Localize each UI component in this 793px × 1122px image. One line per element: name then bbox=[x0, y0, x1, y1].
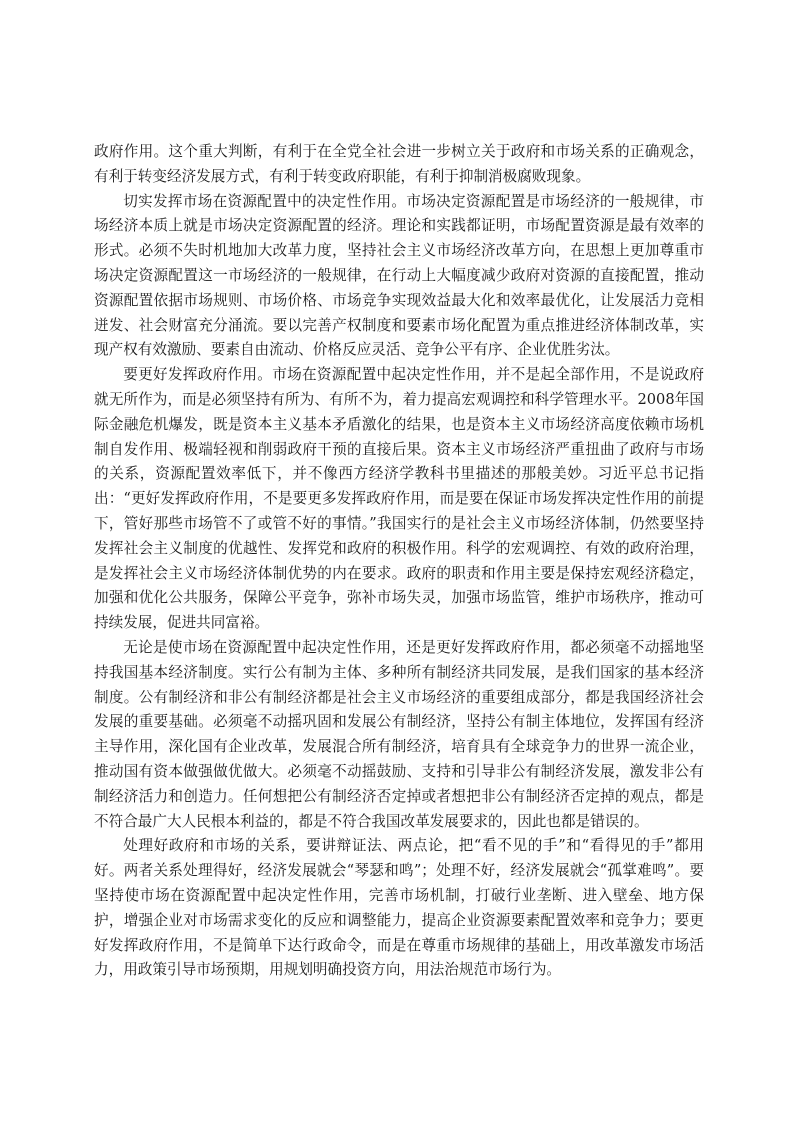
paragraph-2: 切实发挥市场在资源配置中的决定性作用。市场决定资源配置是市场经济的一般规律，市场经济本质上就是市场决定资源配置的经济。理论和实践都证明，市场配置资源是最有效率的形式。必须不失时机地加大改革力度，坚持社会主义市场经济改革方向，在思想上更加尊重市场决定资源配置这一市场经济的一般规律，在行动上大幅度减少政府对资源的直接配置，推动资源配置依据市场规则、市场价格、市场竞争实现效益最大化和效率最优化，让发展活力竞相迸发、社会财富充分涌流。要以完善产权制度和要素市场化配置为重点推进经济体制改革，实现产权有效激励、要素自由流动、价格反应灵活、竞争公平有序、企业优胜劣汰。 bbox=[94, 192, 704, 359]
paragraph-4: 无论是使市场在资源配置中起决定性作用，还是更好发挥政府作用，都必须毫不动摇地坚持我国基本经济制度。实行公有制为主体、多种所有制经济共同发展，是我们国家的基本经济制度。公有制经济和非公有制经济都是社会主义市场经济的重要组成部分，都是我国经济社会发展的重要基础。必须毫不动摇巩固和发展公有制经济，坚持公有制主体地位，发挥国有经济主导作用，深化国有企业改革，发展混合所有制经济，培育具有全球竞争力的世界一流企业，推动国有资本做强做优做大。必须毫不动摇鼓励、支持和引导非公有制经济发展，激发非公有制经济活力和创造力。任何想把公有制经济否定掉或者想把非公有制经济否定掉的观点，都是不符合最广大人民根本利益的，都是不符合我国改革发展要求的，因此也都是错误的。 bbox=[94, 638, 704, 830]
paragraph-3: 要更好发挥政府作用。市场在资源配置中起决定性作用，并不是起全部作用，不是说政府就无所作为，而是必须坚持有所为、有所不为，着力提高宏观调控和科学管理水平。2008年国际金融危机爆发，既是资本主义基本矛盾激化的结果，也是资本主义市场经济高度依赖市场机制自发作用、极端轻视和削弱政府干预的直接后果。资本主义市场经济严重扭曲了政府与市场的关系，资源配置效率低下，并不像西方经济学教科书里描述的那般美妙。习近平总书记指出：“更好发挥政府作用，不是要更多发挥政府作用，而是要在保证市场发挥决定性作用的前提下，管好那些市场管不了或管不好的事情。”我国实行的是社会主义市场经济体制，仍然要坚持发挥社会主义制度的优越性、发挥党和政府的积极作用。科学的宏观调控、有效的政府治理，是发挥社会主义市场经济体制优势的内在要求。政府的职责和作用主要是保持宏观经济稳定，加强和优化公共服务，保障公平竞争，弥补市场失灵，加强市场监管，维护市场秩序，推动可持续发展，促进共同富裕。 bbox=[94, 366, 704, 632]
document-body bbox=[94, 140, 704, 983]
paragraph-5: 处理好政府和市场的关系，要讲辩证法、两点论，把“看不见的手”和“看得见的手”都用好。两者关系处理得好，经济发展就会“琴瑟和鸣”；处理不好，经济发展就会“孤掌难鸣”。要坚持使市场在资源配置中起决定性作用，完善市场机制，打破行业垄断、进入壁垒、地方保护，增强企业对市场需求变化的反应和调整能力，提高企业资源要素配置效率和竞争力；要更好发挥政府作用，不是简单下达行政命令，而是在尊重市场规律的基础上，用改革激发市场活力，用政策引导市场预期，用规划明确投资方向，用法治规范市场行为。 bbox=[94, 837, 704, 979]
paragraph-1: 政府作用。这个重大判断，有利于在全党全社会进一步树立关于政府和市场关系的正确观念，有利于转变经济发展方式，有利于转变政府职能，有利于抑制消极腐败现象。 bbox=[94, 143, 704, 185]
